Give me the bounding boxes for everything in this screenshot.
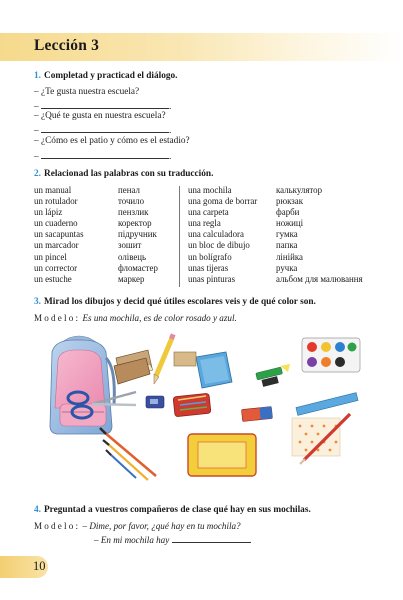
brushes-image — [100, 428, 156, 480]
vocab-translation[interactable]: рюкзак — [276, 196, 304, 207]
exercise-3-number: 3. — [34, 297, 41, 307]
vocab-translation[interactable]: маркер — [118, 273, 145, 284]
dialog-line-6: – . — [34, 149, 171, 162]
dialog-line-1: – ¿Te gusta nuestra escuela? — [34, 87, 140, 97]
dialog-line-4: – . — [34, 123, 171, 136]
vocab-word[interactable]: un cuaderno — [34, 218, 78, 229]
vocab-word[interactable]: un rotulador — [34, 196, 78, 207]
exercise-2-title: Relacionad las palabras con su traducción. — [43, 169, 214, 179]
vocab-translation[interactable]: підручник — [118, 229, 157, 240]
vocab-word[interactable]: una calculadora — [188, 229, 244, 240]
vocab-translation[interactable]: фарби — [276, 207, 300, 218]
model-answer-text: – En mi mochila hay — [94, 535, 172, 545]
lesson-title: Lección 3 — [34, 37, 100, 54]
vocab-translation[interactable]: папка — [276, 240, 298, 251]
notebook-image — [196, 352, 232, 388]
vocab-word[interactable]: un corrector — [34, 262, 78, 273]
marker-image — [256, 364, 290, 387]
vocab-translation[interactable]: лінійка — [276, 251, 303, 262]
vocab-translation[interactable]: гумка — [276, 229, 298, 240]
vocab-word[interactable]: una goma de borrar — [188, 196, 258, 207]
vocab-word[interactable]: un sacapuntas — [34, 229, 84, 240]
model-label: Modelo: — [34, 313, 81, 323]
vocab-word[interactable]: un estuche — [34, 273, 72, 284]
exercise-4-heading — [34, 505, 311, 515]
exercise-4-model — [34, 521, 241, 531]
vocab-word[interactable]: una carpeta — [188, 207, 229, 218]
page-number: 10 — [33, 559, 46, 573]
dialog-line-5: – ¿Cómo es el patio y cómo es el estadio? — [34, 136, 190, 146]
dialog-line-3: – ¿Qué te gusta en nuestra escuela? — [34, 111, 166, 121]
dialog-dash: – — [34, 126, 41, 136]
vocab-translation[interactable]: ручка — [276, 262, 298, 273]
exercise-4-title: Preguntad a vuestros compañeros de clase qué hay en sus mochilas. — [43, 505, 311, 515]
paint-set-image — [302, 338, 360, 372]
vocab-translation[interactable]: зошит — [118, 240, 142, 251]
pencil-image — [154, 333, 176, 384]
ruler-image — [296, 393, 358, 416]
exercise-4-number: 4. — [34, 505, 41, 515]
vocab-word[interactable]: un lápiz — [34, 207, 63, 218]
vocab-translation[interactable]: альбом для малювання — [276, 273, 363, 284]
vocab-word[interactable]: un bolígrafo — [188, 251, 232, 262]
eraser-image — [241, 406, 272, 421]
pencil-case-image — [173, 393, 211, 417]
vocab-word[interactable]: un manual — [34, 185, 72, 195]
dialog-dash: – — [34, 152, 41, 162]
model-sentence: Es una mochila, es de color rosado y azul. — [82, 313, 237, 323]
vocab-translation[interactable]: пензлик — [118, 207, 149, 218]
vocab-word[interactable]: un pincel — [34, 251, 67, 262]
dialog-dash: – — [34, 102, 41, 112]
dialog-line-2: – . — [34, 99, 171, 112]
model-question: – Dime, por favor, ¿qué hay en tu mochila? — [82, 521, 241, 531]
vocab-word[interactable]: una mochila — [188, 185, 232, 195]
vocab-translation[interactable]: олівець — [118, 251, 147, 262]
vocab-translation[interactable]: коректор — [118, 218, 152, 229]
sharpener-image — [146, 396, 164, 408]
vocab-word[interactable]: una regla — [188, 218, 221, 229]
folder-image — [188, 434, 256, 476]
exercise-2-number: 2. — [34, 169, 41, 179]
vocab-word[interactable]: unas tijeras — [188, 262, 229, 273]
model-label: Modelo: — [34, 521, 81, 531]
vocab-translation[interactable]: точило — [118, 196, 145, 207]
books-image — [114, 350, 153, 384]
drawing-pad-image — [292, 418, 340, 456]
vocab-translation[interactable]: ножиці — [276, 218, 304, 229]
model-answer: – En mi mochila hay . — [94, 535, 252, 545]
vocab-word[interactable]: unas pinturas — [188, 273, 236, 284]
exercise-1-number: 1. — [34, 71, 41, 81]
vocab-translation[interactable]: пенал — [118, 185, 140, 195]
vocab-translation[interactable]: калькулятор — [276, 185, 323, 195]
answer-blank[interactable] — [172, 533, 250, 543]
vocab-word[interactable]: un marcador — [34, 240, 79, 251]
exercise-1-title: Completad y practicad el diálogo. — [43, 71, 178, 81]
exercise-3-title: Mirad los dibujos y decid qué útiles escolares veis y de qué color son. — [43, 297, 316, 307]
vocab-word[interactable]: un bloc de dibujo — [188, 240, 250, 251]
vocab-translation[interactable]: фломастер — [118, 262, 158, 273]
box-image — [174, 352, 196, 366]
